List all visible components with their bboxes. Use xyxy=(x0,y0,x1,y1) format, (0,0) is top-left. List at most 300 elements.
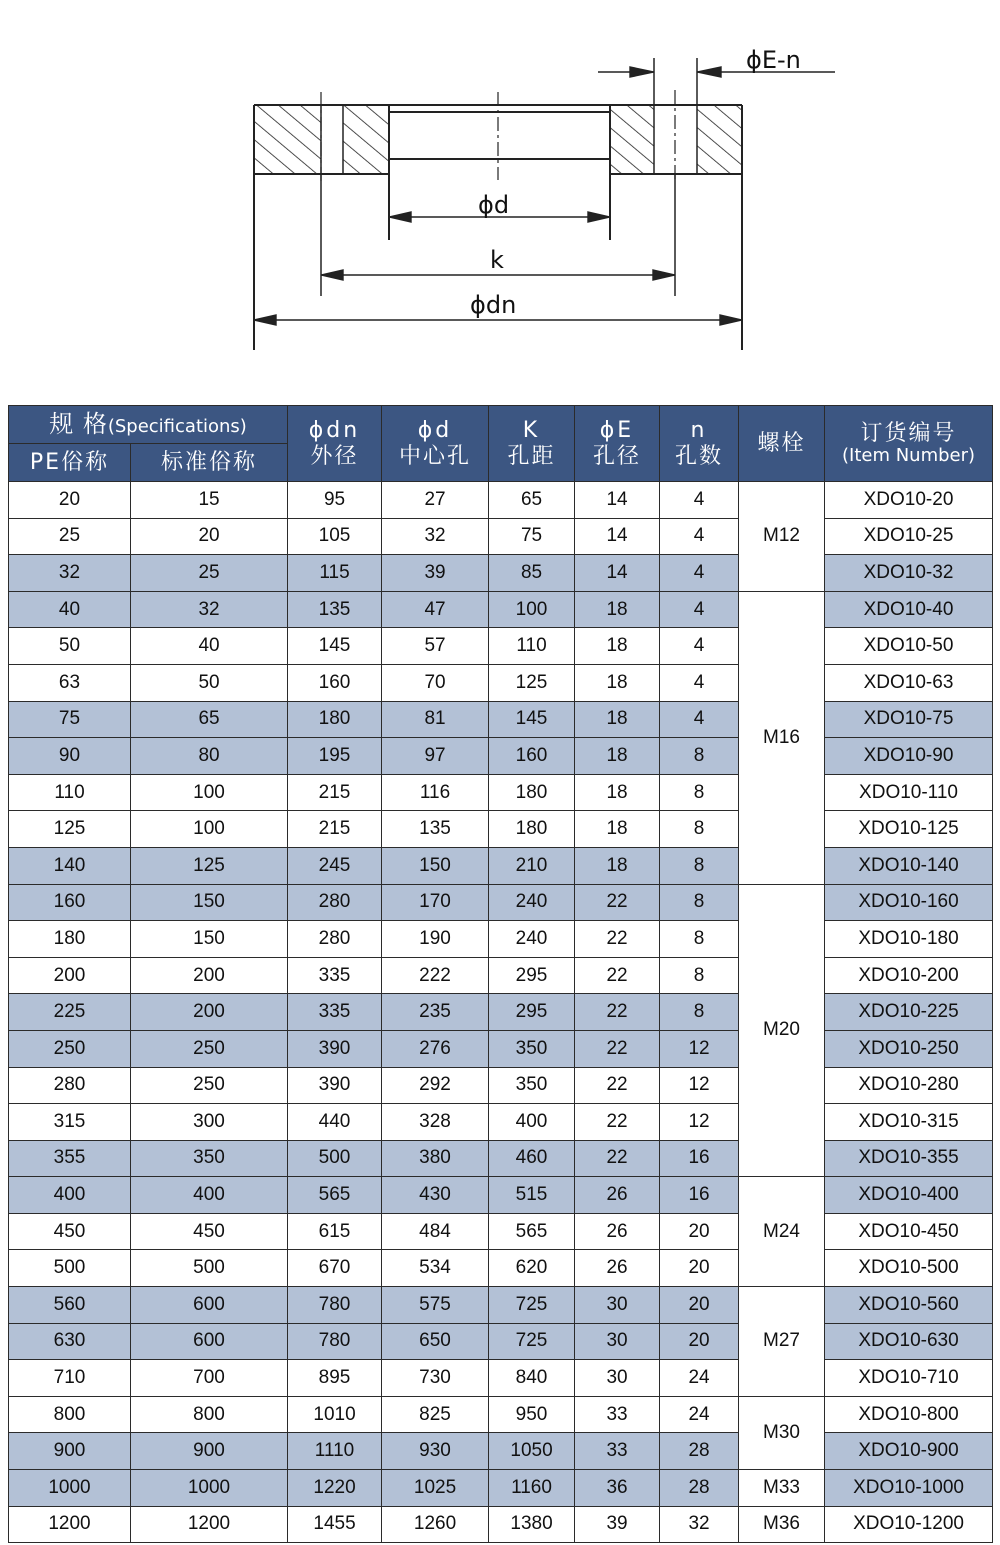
cell-standard-size: 250 xyxy=(131,1030,288,1067)
cell-center-hole: 430 xyxy=(382,1177,489,1214)
cell-hole-count: 8 xyxy=(660,811,739,848)
cell-hole-pitch: 210 xyxy=(489,847,575,884)
cell-hole-pitch: 725 xyxy=(489,1287,575,1324)
cell-bolt: M36 xyxy=(739,1506,825,1543)
cell-hole-diameter: 33 xyxy=(575,1433,660,1470)
cell-hole-count: 4 xyxy=(660,591,739,628)
header-spec xyxy=(9,406,288,444)
cell-hole-pitch: 460 xyxy=(489,1140,575,1177)
cell-hole-diameter: 18 xyxy=(575,701,660,738)
cell-pe-size: 355 xyxy=(9,1140,131,1177)
cell-hole-diameter: 22 xyxy=(575,1140,660,1177)
cell-center-hole: 39 xyxy=(382,555,489,592)
cell-pe-size: 710 xyxy=(9,1360,131,1397)
cell-hole-pitch: 110 xyxy=(489,628,575,665)
cell-item-number: XDO10-200 xyxy=(825,957,993,994)
cell-center-hole: 825 xyxy=(382,1396,489,1433)
cell-standard-size: 450 xyxy=(131,1213,288,1250)
cell-item-number: XDO10-20 xyxy=(825,482,993,519)
header-outer-diameter xyxy=(288,406,382,482)
cell-bolt: M33 xyxy=(739,1470,825,1507)
cell-hole-diameter: 18 xyxy=(575,811,660,848)
cell-item-number: XDO10-280 xyxy=(825,1067,993,1104)
cell-hole-count: 8 xyxy=(660,847,739,884)
cell-standard-size: 350 xyxy=(131,1140,288,1177)
header-k-symbol: K xyxy=(522,418,541,444)
cell-standard-size: 15 xyxy=(131,482,288,519)
cell-pe-size: 32 xyxy=(9,555,131,592)
cell-item-number: XDO10-250 xyxy=(825,1030,993,1067)
cell-item-number: XDO10-140 xyxy=(825,847,993,884)
cell-hole-pitch: 125 xyxy=(489,664,575,701)
cell-outer-diameter: 215 xyxy=(288,811,382,848)
cell-standard-size: 200 xyxy=(131,957,288,994)
cell-outer-diameter: 1220 xyxy=(288,1470,382,1507)
table-row xyxy=(9,1470,993,1507)
cell-hole-diameter: 22 xyxy=(575,1067,660,1104)
cell-hole-count: 4 xyxy=(660,628,739,665)
cell-hole-count: 8 xyxy=(660,774,739,811)
cell-center-hole: 32 xyxy=(382,518,489,555)
cell-center-hole: 170 xyxy=(382,884,489,921)
cell-pe-size: 630 xyxy=(9,1323,131,1360)
cell-outer-diameter: 335 xyxy=(288,957,382,994)
header-n-label: 孔数 xyxy=(675,443,724,469)
cell-hole-pitch: 65 xyxy=(489,482,575,519)
table-row xyxy=(9,482,993,519)
header-pe-name xyxy=(9,444,131,482)
cell-hole-count: 24 xyxy=(660,1396,739,1433)
cell-center-hole: 328 xyxy=(382,1104,489,1141)
cell-center-hole: 97 xyxy=(382,738,489,775)
cell-item-number: XDO10-90 xyxy=(825,738,993,775)
cell-item-number: XDO10-1000 xyxy=(825,1470,993,1507)
table-row xyxy=(9,628,993,665)
cell-hole-diameter: 18 xyxy=(575,591,660,628)
cell-standard-size: 900 xyxy=(131,1433,288,1470)
cell-outer-diameter: 160 xyxy=(288,664,382,701)
cell-standard-size: 150 xyxy=(131,884,288,921)
cell-pe-size: 20 xyxy=(9,482,131,519)
table-row xyxy=(9,701,993,738)
cell-standard-size: 800 xyxy=(131,1396,288,1433)
cell-bolt: M30 xyxy=(739,1396,825,1469)
cell-hole-pitch: 515 xyxy=(489,1177,575,1214)
cell-hole-diameter: 22 xyxy=(575,1030,660,1067)
cell-outer-diameter: 95 xyxy=(288,482,382,519)
cell-pe-size: 200 xyxy=(9,957,131,994)
table-row xyxy=(9,1396,993,1433)
cell-hole-pitch: 620 xyxy=(489,1250,575,1287)
header-item-cn: 订货编号 xyxy=(860,420,957,446)
cell-outer-diameter: 670 xyxy=(288,1250,382,1287)
cell-hole-pitch: 160 xyxy=(489,738,575,775)
cell-standard-size: 100 xyxy=(131,811,288,848)
header-hole-pitch xyxy=(489,406,575,482)
cell-item-number: XDO10-180 xyxy=(825,921,993,958)
cell-hole-pitch: 240 xyxy=(489,921,575,958)
header-dn-symbol: ϕdn xyxy=(308,418,361,444)
cell-hole-pitch: 85 xyxy=(489,555,575,592)
cell-hole-diameter: 14 xyxy=(575,518,660,555)
cell-pe-size: 250 xyxy=(9,1030,131,1067)
cell-center-hole: 276 xyxy=(382,1030,489,1067)
cell-item-number: XDO10-560 xyxy=(825,1287,993,1324)
table-row xyxy=(9,1323,993,1360)
cell-hole-count: 16 xyxy=(660,1177,739,1214)
cell-pe-size: 225 xyxy=(9,994,131,1031)
cell-outer-diameter: 1110 xyxy=(288,1433,382,1470)
cell-bolt: M24 xyxy=(739,1177,825,1287)
cell-standard-size: 65 xyxy=(131,701,288,738)
header-e-symbol: ϕE xyxy=(599,418,635,444)
cell-hole-count: 24 xyxy=(660,1360,739,1397)
cell-hole-count: 20 xyxy=(660,1250,739,1287)
cell-item-number: XDO10-225 xyxy=(825,994,993,1031)
header-std-name xyxy=(131,444,288,482)
cell-standard-size: 125 xyxy=(131,847,288,884)
cell-pe-size: 140 xyxy=(9,847,131,884)
cell-pe-size: 110 xyxy=(9,774,131,811)
cell-hole-diameter: 26 xyxy=(575,1250,660,1287)
cell-pe-size: 125 xyxy=(9,811,131,848)
cell-center-hole: 190 xyxy=(382,921,489,958)
header-item-en: (Item Number) xyxy=(841,444,976,466)
cell-bolt: M20 xyxy=(739,884,825,1177)
cell-item-number: XDO10-1200 xyxy=(825,1506,993,1543)
cell-pe-size: 450 xyxy=(9,1213,131,1250)
cell-outer-diameter: 615 xyxy=(288,1213,382,1250)
cell-hole-pitch: 145 xyxy=(489,701,575,738)
cell-hole-diameter: 30 xyxy=(575,1323,660,1360)
flange-spec-table xyxy=(8,405,993,1543)
cell-item-number: XDO10-63 xyxy=(825,664,993,701)
cell-pe-size: 800 xyxy=(9,1396,131,1433)
cell-item-number: XDO10-900 xyxy=(825,1433,993,1470)
cell-center-hole: 930 xyxy=(382,1433,489,1470)
label-phi-d: ϕd xyxy=(478,191,510,219)
table-row xyxy=(9,811,993,848)
cell-outer-diameter: 895 xyxy=(288,1360,382,1397)
cell-hole-count: 20 xyxy=(660,1287,739,1324)
cell-outer-diameter: 180 xyxy=(288,701,382,738)
table-row xyxy=(9,847,993,884)
cell-item-number: XDO10-400 xyxy=(825,1177,993,1214)
cell-standard-size: 300 xyxy=(131,1104,288,1141)
cell-outer-diameter: 145 xyxy=(288,628,382,665)
cell-pe-size: 1200 xyxy=(9,1506,131,1543)
cell-hole-count: 8 xyxy=(660,921,739,958)
cell-hole-diameter: 22 xyxy=(575,994,660,1031)
cell-hole-diameter: 33 xyxy=(575,1396,660,1433)
cell-item-number: XDO10-500 xyxy=(825,1250,993,1287)
cell-center-hole: 575 xyxy=(382,1287,489,1324)
cell-pe-size: 900 xyxy=(9,1433,131,1470)
cell-hole-count: 4 xyxy=(660,482,739,519)
cell-outer-diameter: 195 xyxy=(288,738,382,775)
cell-center-hole: 380 xyxy=(382,1140,489,1177)
table-row xyxy=(9,738,993,775)
header-pe-name-label: PE俗称 xyxy=(29,449,110,475)
cell-hole-diameter: 26 xyxy=(575,1213,660,1250)
table-row xyxy=(9,518,993,555)
cell-standard-size: 80 xyxy=(131,738,288,775)
cell-hole-diameter: 36 xyxy=(575,1470,660,1507)
cell-pe-size: 50 xyxy=(9,628,131,665)
cell-hole-count: 8 xyxy=(660,957,739,994)
table-row xyxy=(9,591,993,628)
table-row xyxy=(9,1287,993,1324)
cell-standard-size: 400 xyxy=(131,1177,288,1214)
cell-standard-size: 32 xyxy=(131,591,288,628)
cell-center-hole: 534 xyxy=(382,1250,489,1287)
cell-hole-diameter: 18 xyxy=(575,738,660,775)
cell-standard-size: 1200 xyxy=(131,1506,288,1543)
cell-hole-count: 12 xyxy=(660,1104,739,1141)
header-bolt-label: 螺栓 xyxy=(757,430,806,456)
cell-pe-size: 180 xyxy=(9,921,131,958)
table-row xyxy=(9,884,993,921)
cell-outer-diameter: 390 xyxy=(288,1067,382,1104)
cell-bolt: M27 xyxy=(739,1287,825,1397)
cell-outer-diameter: 245 xyxy=(288,847,382,884)
cell-center-hole: 292 xyxy=(382,1067,489,1104)
cell-item-number: XDO10-110 xyxy=(825,774,993,811)
cell-outer-diameter: 440 xyxy=(288,1104,382,1141)
header-hole-diameter xyxy=(575,406,660,482)
table-row xyxy=(9,664,993,701)
table-row xyxy=(9,1030,993,1067)
cell-hole-diameter: 14 xyxy=(575,555,660,592)
cell-hole-count: 8 xyxy=(660,738,739,775)
cell-hole-diameter: 30 xyxy=(575,1287,660,1324)
cell-hole-diameter: 26 xyxy=(575,1177,660,1214)
header-d-label: 中心孔 xyxy=(399,443,472,469)
header-item-number xyxy=(825,406,993,482)
header-dn-label: 外径 xyxy=(310,443,359,469)
table-row xyxy=(9,1506,993,1543)
cell-hole-pitch: 950 xyxy=(489,1396,575,1433)
cell-hole-pitch: 1160 xyxy=(489,1470,575,1507)
cell-item-number: XDO10-315 xyxy=(825,1104,993,1141)
cell-center-hole: 81 xyxy=(382,701,489,738)
cell-hole-count: 12 xyxy=(660,1067,739,1104)
cell-hole-count: 32 xyxy=(660,1506,739,1543)
table-header xyxy=(9,406,993,482)
cell-hole-pitch: 295 xyxy=(489,957,575,994)
cell-item-number: XDO10-355 xyxy=(825,1140,993,1177)
cell-hole-pitch: 565 xyxy=(489,1213,575,1250)
header-e-label: 孔径 xyxy=(593,443,642,469)
table-row xyxy=(9,1104,993,1141)
cell-center-hole: 235 xyxy=(382,994,489,1031)
cell-standard-size: 150 xyxy=(131,921,288,958)
cell-bolt: M16 xyxy=(739,591,825,884)
cell-pe-size: 280 xyxy=(9,1067,131,1104)
cell-center-hole: 135 xyxy=(382,811,489,848)
cell-hole-pitch: 295 xyxy=(489,994,575,1031)
cell-item-number: XDO10-450 xyxy=(825,1213,993,1250)
cell-outer-diameter: 280 xyxy=(288,921,382,958)
table-row xyxy=(9,774,993,811)
cell-center-hole: 27 xyxy=(382,482,489,519)
cell-bolt: M12 xyxy=(739,482,825,592)
cell-outer-diameter: 135 xyxy=(288,591,382,628)
table-row xyxy=(9,1433,993,1470)
cell-outer-diameter: 390 xyxy=(288,1030,382,1067)
header-n-symbol: n xyxy=(690,418,708,444)
cell-hole-pitch: 180 xyxy=(489,774,575,811)
cell-standard-size: 600 xyxy=(131,1323,288,1360)
cell-outer-diameter: 1010 xyxy=(288,1396,382,1433)
cell-pe-size: 63 xyxy=(9,664,131,701)
cell-item-number: XDO10-40 xyxy=(825,591,993,628)
flange-cross-section-drawing xyxy=(0,0,1000,380)
cell-standard-size: 1000 xyxy=(131,1470,288,1507)
header-hole-count xyxy=(660,406,739,482)
cell-pe-size: 500 xyxy=(9,1250,131,1287)
cell-outer-diameter: 565 xyxy=(288,1177,382,1214)
cell-center-hole: 70 xyxy=(382,664,489,701)
cell-hole-pitch: 240 xyxy=(489,884,575,921)
cell-hole-count: 20 xyxy=(660,1323,739,1360)
header-spec-cn: 规 格 xyxy=(49,409,108,438)
cell-center-hole: 650 xyxy=(382,1323,489,1360)
cell-item-number: XDO10-125 xyxy=(825,811,993,848)
cell-hole-count: 12 xyxy=(660,1030,739,1067)
cell-pe-size: 400 xyxy=(9,1177,131,1214)
cell-hole-pitch: 75 xyxy=(489,518,575,555)
cell-center-hole: 730 xyxy=(382,1360,489,1397)
cell-center-hole: 1260 xyxy=(382,1506,489,1543)
cell-item-number: XDO10-800 xyxy=(825,1396,993,1433)
cell-hole-diameter: 18 xyxy=(575,628,660,665)
header-center-hole xyxy=(382,406,489,482)
table-row xyxy=(9,1360,993,1397)
cell-center-hole: 116 xyxy=(382,774,489,811)
cell-pe-size: 40 xyxy=(9,591,131,628)
cell-hole-count: 8 xyxy=(660,994,739,1031)
cell-hole-pitch: 725 xyxy=(489,1323,575,1360)
cell-hole-diameter: 39 xyxy=(575,1506,660,1543)
cell-hole-count: 28 xyxy=(660,1470,739,1507)
cell-hole-diameter: 18 xyxy=(575,774,660,811)
cell-hole-diameter: 22 xyxy=(575,921,660,958)
cell-hole-diameter: 22 xyxy=(575,1104,660,1141)
cell-standard-size: 40 xyxy=(131,628,288,665)
cell-standard-size: 200 xyxy=(131,994,288,1031)
label-k: k xyxy=(490,246,504,274)
cell-outer-diameter: 280 xyxy=(288,884,382,921)
cell-hole-count: 4 xyxy=(660,555,739,592)
cell-pe-size: 75 xyxy=(9,701,131,738)
cell-pe-size: 160 xyxy=(9,884,131,921)
table-row xyxy=(9,1140,993,1177)
cell-hole-pitch: 400 xyxy=(489,1104,575,1141)
cell-outer-diameter: 780 xyxy=(288,1287,382,1324)
header-k-label: 孔距 xyxy=(507,443,556,469)
table-row xyxy=(9,921,993,958)
cell-item-number: XDO10-75 xyxy=(825,701,993,738)
cell-hole-count: 20 xyxy=(660,1213,739,1250)
cell-pe-size: 1000 xyxy=(9,1470,131,1507)
table-row xyxy=(9,994,993,1031)
table-row xyxy=(9,1177,993,1214)
cell-hole-count: 28 xyxy=(660,1433,739,1470)
table-row xyxy=(9,555,993,592)
header-std-name-label: 标准俗称 xyxy=(161,449,258,475)
cell-hole-pitch: 180 xyxy=(489,811,575,848)
cell-hole-diameter: 22 xyxy=(575,884,660,921)
cell-standard-size: 500 xyxy=(131,1250,288,1287)
header-d-symbol: ϕd xyxy=(417,418,453,444)
cell-hole-count: 4 xyxy=(660,701,739,738)
cell-hole-pitch: 350 xyxy=(489,1030,575,1067)
cell-standard-size: 250 xyxy=(131,1067,288,1104)
cell-hole-pitch: 1380 xyxy=(489,1506,575,1543)
cell-item-number: XDO10-50 xyxy=(825,628,993,665)
cell-standard-size: 20 xyxy=(131,518,288,555)
label-phi-dn: ϕdn xyxy=(470,291,517,319)
cell-center-hole: 150 xyxy=(382,847,489,884)
cell-outer-diameter: 780 xyxy=(288,1323,382,1360)
table-row xyxy=(9,1067,993,1104)
cell-pe-size: 560 xyxy=(9,1287,131,1324)
cell-item-number: XDO10-32 xyxy=(825,555,993,592)
cell-outer-diameter: 105 xyxy=(288,518,382,555)
cell-hole-diameter: 30 xyxy=(575,1360,660,1397)
cell-standard-size: 25 xyxy=(131,555,288,592)
cell-hole-diameter: 14 xyxy=(575,482,660,519)
cell-standard-size: 50 xyxy=(131,664,288,701)
cell-outer-diameter: 500 xyxy=(288,1140,382,1177)
cell-pe-size: 315 xyxy=(9,1104,131,1141)
cell-hole-count: 8 xyxy=(660,884,739,921)
table-body xyxy=(9,482,993,1543)
cell-item-number: XDO10-25 xyxy=(825,518,993,555)
cell-outer-diameter: 115 xyxy=(288,555,382,592)
label-phi-e-n: ϕE-n xyxy=(746,46,801,74)
cell-outer-diameter: 1455 xyxy=(288,1506,382,1543)
cell-center-hole: 1025 xyxy=(382,1470,489,1507)
cell-hole-diameter: 18 xyxy=(575,664,660,701)
table-row xyxy=(9,957,993,994)
cell-standard-size: 700 xyxy=(131,1360,288,1397)
header-bolt xyxy=(739,406,825,482)
flange-section-right xyxy=(610,105,742,174)
table-row xyxy=(9,1213,993,1250)
table-row xyxy=(9,1250,993,1287)
cell-hole-pitch: 350 xyxy=(489,1067,575,1104)
cell-outer-diameter: 335 xyxy=(288,994,382,1031)
cell-hole-count: 16 xyxy=(660,1140,739,1177)
cell-center-hole: 484 xyxy=(382,1213,489,1250)
cell-pe-size: 90 xyxy=(9,738,131,775)
cell-hole-diameter: 22 xyxy=(575,957,660,994)
cell-item-number: XDO10-630 xyxy=(825,1323,993,1360)
cell-item-number: XDO10-160 xyxy=(825,884,993,921)
cell-item-number: XDO10-710 xyxy=(825,1360,993,1397)
cell-hole-pitch: 100 xyxy=(489,591,575,628)
cell-outer-diameter: 215 xyxy=(288,774,382,811)
cell-center-hole: 57 xyxy=(382,628,489,665)
cell-hole-count: 4 xyxy=(660,518,739,555)
cell-hole-diameter: 18 xyxy=(575,847,660,884)
cell-center-hole: 222 xyxy=(382,957,489,994)
cell-hole-count: 4 xyxy=(660,664,739,701)
cell-hole-pitch: 840 xyxy=(489,1360,575,1397)
cell-standard-size: 600 xyxy=(131,1287,288,1324)
